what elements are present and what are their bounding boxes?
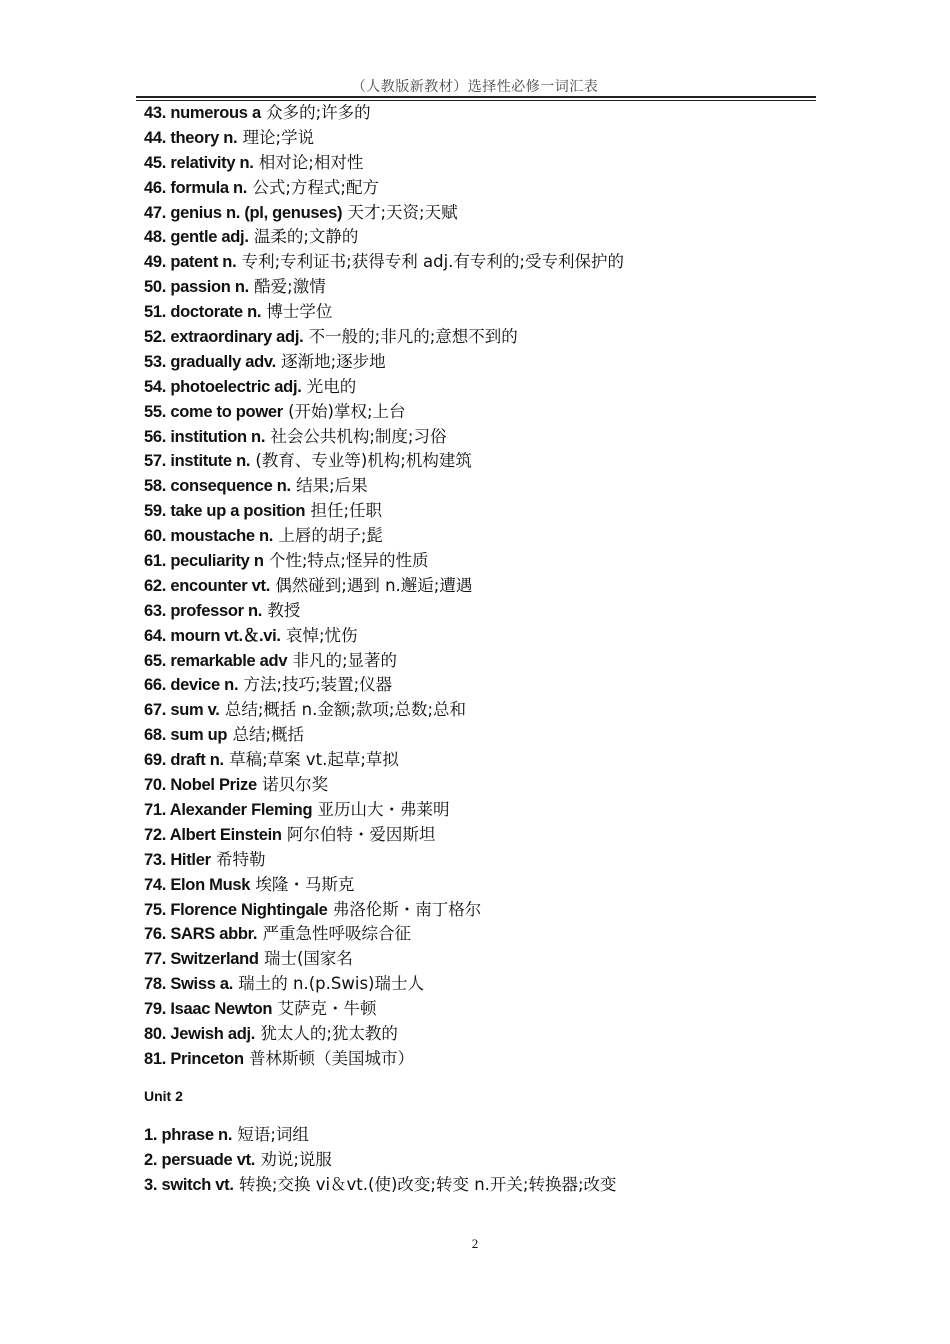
vocab-entry: [144, 499, 824, 524]
vocab-entry: [144, 1123, 824, 1148]
vocab-meaning: 希特勒: [215, 849, 266, 869]
vocab-entry: [144, 350, 824, 375]
vocab-meaning: 艾萨克・牛顿: [277, 999, 377, 1019]
vocab-entry: [144, 400, 824, 425]
vocab-entry: [144, 201, 824, 226]
vocab-word: 69. draft n.: [144, 751, 224, 770]
vocab-meaning: 相对论;相对性: [258, 152, 364, 172]
vocab-meaning: 个性;特点;怪异的性质: [268, 551, 429, 571]
vocab-entry: [144, 972, 824, 997]
vocab-entry: [144, 773, 824, 798]
vocab-meaning: 众多的;许多的: [266, 103, 371, 122]
vocab-meaning: 弗洛伦斯・南丁格尔: [332, 899, 482, 919]
vocab-meaning: 天才;天资;天赋: [347, 202, 458, 222]
vocab-meaning: 非凡的;显著的: [292, 650, 398, 670]
vocab-word: 51. doctorate n.: [144, 303, 262, 322]
vocab-word: 60. moustache n.: [144, 527, 274, 546]
vocab-meaning: 瑞土的 n.(p.Swis)瑞士人: [238, 974, 424, 994]
vocab-meaning: 普林斯顿（美国城市）: [248, 1048, 414, 1068]
vocab-entry: [144, 873, 824, 898]
vocab-meaning: 方法;技巧;装置;仪器: [243, 675, 393, 695]
vocab-entry: [144, 599, 824, 624]
vocab-meaning: 教授: [267, 600, 301, 620]
vocab-entry: [144, 101, 824, 126]
vocab-word: 68. sum up: [144, 726, 228, 745]
vocab-meaning: 担任;任职: [310, 501, 383, 521]
vocab-entry: [144, 723, 824, 748]
vocab-meaning: 酷爱;激情: [254, 277, 326, 297]
vocab-entry: [144, 1022, 824, 1047]
vocab-entry: [144, 1047, 824, 1072]
vocab-entry: [144, 425, 824, 450]
vocab-word: 63. professor n.: [144, 601, 263, 620]
vocab-word: 78. Swiss a.: [144, 975, 234, 994]
vocabulary-list: [144, 101, 824, 1072]
vocab-meaning: 不一般的;非凡的;意想不到的: [308, 327, 518, 347]
vocab-word: 45. relativity n.: [144, 153, 254, 172]
unit-heading: Unit 2: [144, 1088, 183, 1104]
vocab-meaning: 总结;概括: [232, 725, 305, 745]
vocab-meaning: 犹太人的;犹太教的: [260, 1023, 398, 1043]
vocab-word: 52. extraordinary adj.: [144, 328, 304, 347]
vocab-meaning: 草稿;草案 vt.起草;草拟: [229, 750, 399, 770]
vocab-entry: [144, 176, 824, 201]
vocab-meaning: 阿尔伯特・爱因斯坦: [286, 824, 436, 844]
vocab-entry: [144, 698, 824, 723]
vocab-meaning: 短语;词组: [237, 1125, 309, 1144]
vocab-word: 77. Switzerland: [144, 950, 259, 969]
vocab-entry: [144, 300, 824, 325]
vocab-entry: [144, 848, 824, 873]
vocab-word: 72. Albert Einstein: [144, 825, 282, 844]
vocab-entry: [144, 1173, 824, 1198]
vocab-word: 71. Alexander Fleming: [144, 800, 313, 819]
vocab-word: 65. remarkable adv: [144, 651, 288, 670]
vocab-word: 62. encounter vt.: [144, 576, 271, 595]
vocab-entry: [144, 524, 824, 549]
vocab-word: 55. come to power: [144, 402, 283, 421]
vocab-meaning: 结果;后果: [296, 476, 368, 496]
vocab-entry: [144, 898, 824, 923]
vocab-word: 53. gradually adv.: [144, 352, 276, 371]
vocab-word: 64. mourn vt.＆.vi.: [144, 626, 281, 645]
vocab-entry: [144, 126, 824, 151]
vocab-meaning: 瑞士(国家名: [263, 949, 353, 969]
vocab-word: 3. switch vt.: [144, 1175, 234, 1194]
vocab-entry: [144, 997, 824, 1022]
vocab-word: 48. gentle adj.: [144, 228, 249, 247]
vocab-word: 80. Jewish adj.: [144, 1024, 256, 1043]
vocab-meaning: 公式;方程式;配方: [252, 177, 379, 197]
vocab-entry: [144, 549, 824, 574]
vocab-word: 81. Princeton: [144, 1049, 244, 1068]
vocab-meaning: (开始)掌权;上台: [288, 401, 406, 421]
page-number: 2: [471, 1236, 479, 1251]
vocab-word: 43. numerous a: [144, 104, 261, 122]
vocab-word: 75. Florence Nightingale: [144, 900, 328, 919]
header-rule: [136, 96, 816, 98]
vocab-entry: [144, 748, 824, 773]
vocab-entry: [144, 922, 824, 947]
vocab-meaning: 埃隆・马斯克: [255, 874, 355, 894]
vocab-word: 58. consequence n.: [144, 477, 291, 496]
vocab-entry: [144, 250, 824, 275]
vocab-entry: [144, 649, 824, 674]
vocab-word: 46. formula n.: [144, 178, 248, 197]
vocab-entry: [144, 574, 824, 599]
vocab-word: 74. Elon Musk: [144, 875, 251, 894]
vocab-meaning: 社会公共机构;制度;习俗: [270, 426, 447, 446]
vocab-meaning: 劝说;说服: [260, 1149, 332, 1169]
vocab-meaning: 转换;交换 vi＆vt.(使)改变;转变 n.开关;转换器;改变: [238, 1174, 617, 1194]
vocab-meaning: 理论;学说: [242, 127, 315, 147]
vocab-word: 50. passion n.: [144, 278, 249, 297]
vocab-word: 59. take up a position: [144, 502, 306, 521]
vocab-word: 67. sum v.: [144, 701, 220, 720]
vocab-word: 61. peculiarity n: [144, 552, 264, 571]
vocab-meaning: (教育、专业等)机构;机构建筑: [255, 451, 472, 471]
vocab-meaning: 温柔的;文静的: [253, 227, 359, 247]
vocab-word: 49. patent n.: [144, 253, 237, 272]
vocab-word: 44. theory n.: [144, 128, 238, 147]
vocab-word: 56. institution n.: [144, 427, 266, 446]
vocab-entry: [144, 798, 824, 823]
vocab-entry: [144, 151, 824, 176]
vocab-word: 70. Nobel Prize: [144, 776, 257, 795]
vocab-word: 47. genius n. (pl, genuses): [144, 203, 343, 222]
vocab-meaning: 偶然碰到;遇到 n.邂逅;遭遇: [275, 575, 473, 595]
vocab-word: 54. photoelectric adj.: [144, 377, 302, 396]
vocab-word: 73. Hitler: [144, 850, 211, 869]
vocab-word: 76. SARS abbr.: [144, 925, 258, 944]
vocab-entry: [144, 225, 824, 250]
unit2-vocabulary-list: [144, 1123, 824, 1198]
vocab-entry: [144, 947, 824, 972]
vocab-meaning: 逐渐地;逐步地: [281, 351, 386, 371]
vocab-word: 79. Isaac Newton: [144, 1000, 273, 1019]
vocab-meaning: 总结;概括 n.金额;款项;总数;总和: [224, 700, 467, 720]
vocab-meaning: 光电的: [306, 376, 357, 396]
vocab-meaning: 诺贝尔奖: [262, 775, 329, 795]
vocab-entry: [144, 1148, 824, 1173]
vocab-word: 66. device n.: [144, 676, 239, 695]
vocab-entry: [144, 275, 824, 300]
vocab-word: 2. persuade vt.: [144, 1150, 256, 1169]
vocab-meaning: 哀悼;忧伤: [285, 625, 358, 645]
vocab-entry: [144, 325, 824, 350]
vocab-word: 57. institute n.: [144, 452, 251, 471]
page-header: （人教版新教材）选择性必修一词汇表: [351, 79, 599, 95]
vocab-meaning: 上唇的胡子;髭: [278, 526, 383, 546]
vocab-meaning: 严重急性呼吸综合征: [262, 924, 411, 944]
vocab-meaning: 专利;专利证书;获得专利 adj.有专利的;受专利保护的: [241, 252, 624, 272]
vocab-entry: [144, 375, 824, 400]
vocab-entry: [144, 823, 824, 848]
vocab-entry: [144, 673, 824, 698]
vocab-meaning: 博士学位: [266, 302, 333, 322]
vocab-meaning: 亚历山大・弗莱明: [317, 799, 450, 819]
vocab-entry: [144, 624, 824, 649]
vocab-entry: [144, 449, 824, 474]
vocab-entry: [144, 474, 824, 499]
vocab-word: 1. phrase n.: [144, 1126, 233, 1144]
